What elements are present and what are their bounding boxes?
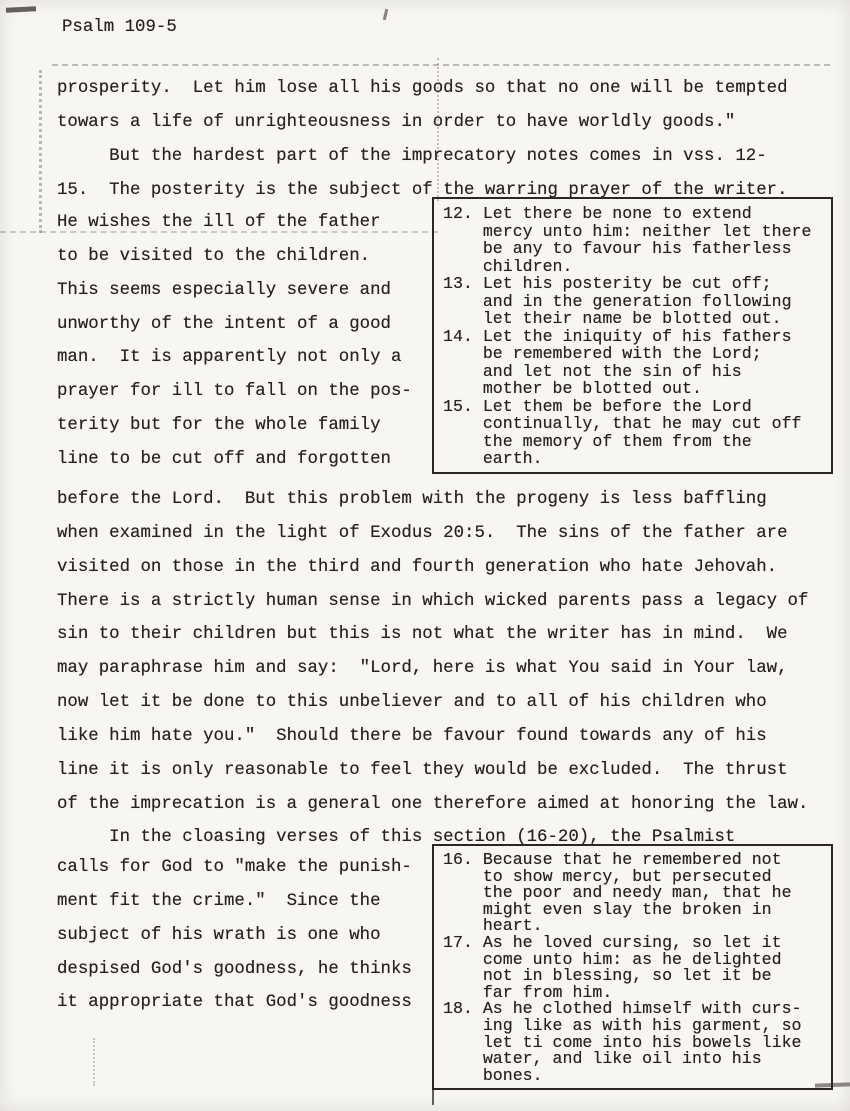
text-line: prayer for ill to fall on the pos- [57, 382, 412, 402]
column-left-lower [57, 851, 412, 1020]
verse-line: let ti come into his bowels like [443, 1032, 802, 1052]
verse-line: mercy unto him: neither let there [443, 221, 812, 241]
verse-line: let their name be blotted out. [443, 309, 782, 328]
verse-line: 14. Let the iniquity of his fathers [443, 326, 792, 346]
text-line: of the imprecation is a general one therefore aimed at honoring the law. [57, 794, 809, 814]
verse-line: might even slay the broken in [443, 899, 772, 919]
paragraph-top [57, 72, 788, 207]
verse-line: 13. Let his posterity be cut off; [443, 274, 772, 293]
text-line: like him hate you." Should there be favour found towards any of his [57, 726, 767, 746]
text-line: There is a strictly human sense in which wicked parents pass a legacy of [57, 591, 809, 611]
text-line: In the cloasing verses of this section (16-20), the Psalmist [57, 828, 736, 848]
verse-line: heart. [443, 916, 543, 936]
verse-line: 12. Let there be none to extend [443, 204, 752, 223]
text-line: may paraphrase him and say: "Lord, here is what You said in Your law, [57, 659, 788, 679]
verse-box-16-20 [432, 844, 833, 1090]
scan-artifact-border-tail [432, 1089, 434, 1105]
text-line: terity but for the whole family [57, 416, 381, 436]
scan-artifact-dashed-line-top [52, 64, 830, 66]
verse-line: bones. [443, 1065, 543, 1085]
text-line: when examined in the light of Exodus 20:5. The sins of the father are [57, 523, 788, 543]
text-line: subject of his wrath is one who [57, 925, 381, 945]
text-line: prosperity. Let him lose all his goods so that no one will be tempted [57, 79, 788, 98]
text-line: despised God's goodness, he thinks [57, 959, 412, 979]
verse-line: continually, that he may cut off [443, 414, 802, 433]
text-line: But the hardest part of the imprecatory notes comes in vss. 12- [57, 146, 767, 166]
verse-line: children. [443, 256, 573, 276]
paragraph-middle [57, 483, 808, 855]
text-line: line to be cut off and forgotten [57, 449, 391, 469]
text-line: to be visited to the children. [57, 246, 371, 266]
verse-line: to show mercy, but persecuted [443, 866, 772, 886]
text-line: line it is only reasonable to feel they would be excluded. The thrust [57, 760, 788, 780]
verse-line: and in the generation following [443, 291, 792, 311]
verse-line: ing like as with his garment, so [443, 1015, 802, 1035]
column-left-upper [57, 206, 412, 477]
verse-line: be any to favour his fatherless [443, 239, 792, 258]
verse-line: earth. [443, 449, 543, 468]
scan-artifact-top-left-dash [6, 6, 36, 13]
verse-line: water, and like oil into his [443, 1049, 762, 1069]
verse-line: the poor and needy man, that he [443, 883, 792, 903]
text-line: visited on those in the third and fourth generation who hate Jehovah. [57, 557, 778, 577]
verse-line: 15. Let them be before the Lord [443, 396, 752, 416]
verse-line: mother be blotted out. [443, 379, 702, 398]
text-line: calls for God to "make the punish- [57, 858, 412, 877]
text-line: ment fit the crime." Since the [57, 891, 381, 911]
verse-line: not in blessing, so let it be [443, 966, 772, 986]
scan-artifact-top-mark [383, 9, 389, 20]
scan-artifact-dotted-line-left-margin [39, 70, 42, 233]
verse-line: far from him. [443, 982, 613, 1002]
verse-line: 16. Because that he remembered not [443, 850, 782, 869]
text-line: He wishes the ill of the father [57, 213, 381, 232]
text-line: before the Lord. But this problem with the progeny is less baffling [57, 490, 767, 509]
text-line: man. It is apparently not only a [57, 348, 402, 368]
verse-line: 17. As he loved cursing, so let it [443, 932, 782, 952]
verse-line: and let not the sin of his [443, 361, 742, 381]
text-line: towars a life of unrighteousness in order to have worldly goods." [57, 112, 736, 132]
verse-line: come unto him: as he delighted [443, 949, 782, 969]
text-line: it appropriate that God's goodness [57, 993, 412, 1013]
scan-artifact-dots-bottom-left [93, 1038, 97, 1086]
text-line: This seems especially severe and [57, 280, 391, 300]
verse-line: be remembered with the Lord; [443, 344, 762, 363]
page-title: Psalm 109-5 [62, 18, 177, 37]
verse-line: 18. As he clothed himself with curs- [443, 999, 802, 1019]
verse-box-12-15 [432, 197, 833, 474]
text-line: 15. The posterity is the subject of the warring prayer of the writer. [57, 180, 788, 200]
verse-line: the memory of them from the [443, 431, 752, 451]
text-line: now let it be done to this unbeliever and to all of his children who [57, 693, 767, 713]
text-line: sin to their children but this is not what the writer has in mind. We [57, 625, 788, 645]
text-line: unworthy of the intent of a good [57, 314, 391, 334]
